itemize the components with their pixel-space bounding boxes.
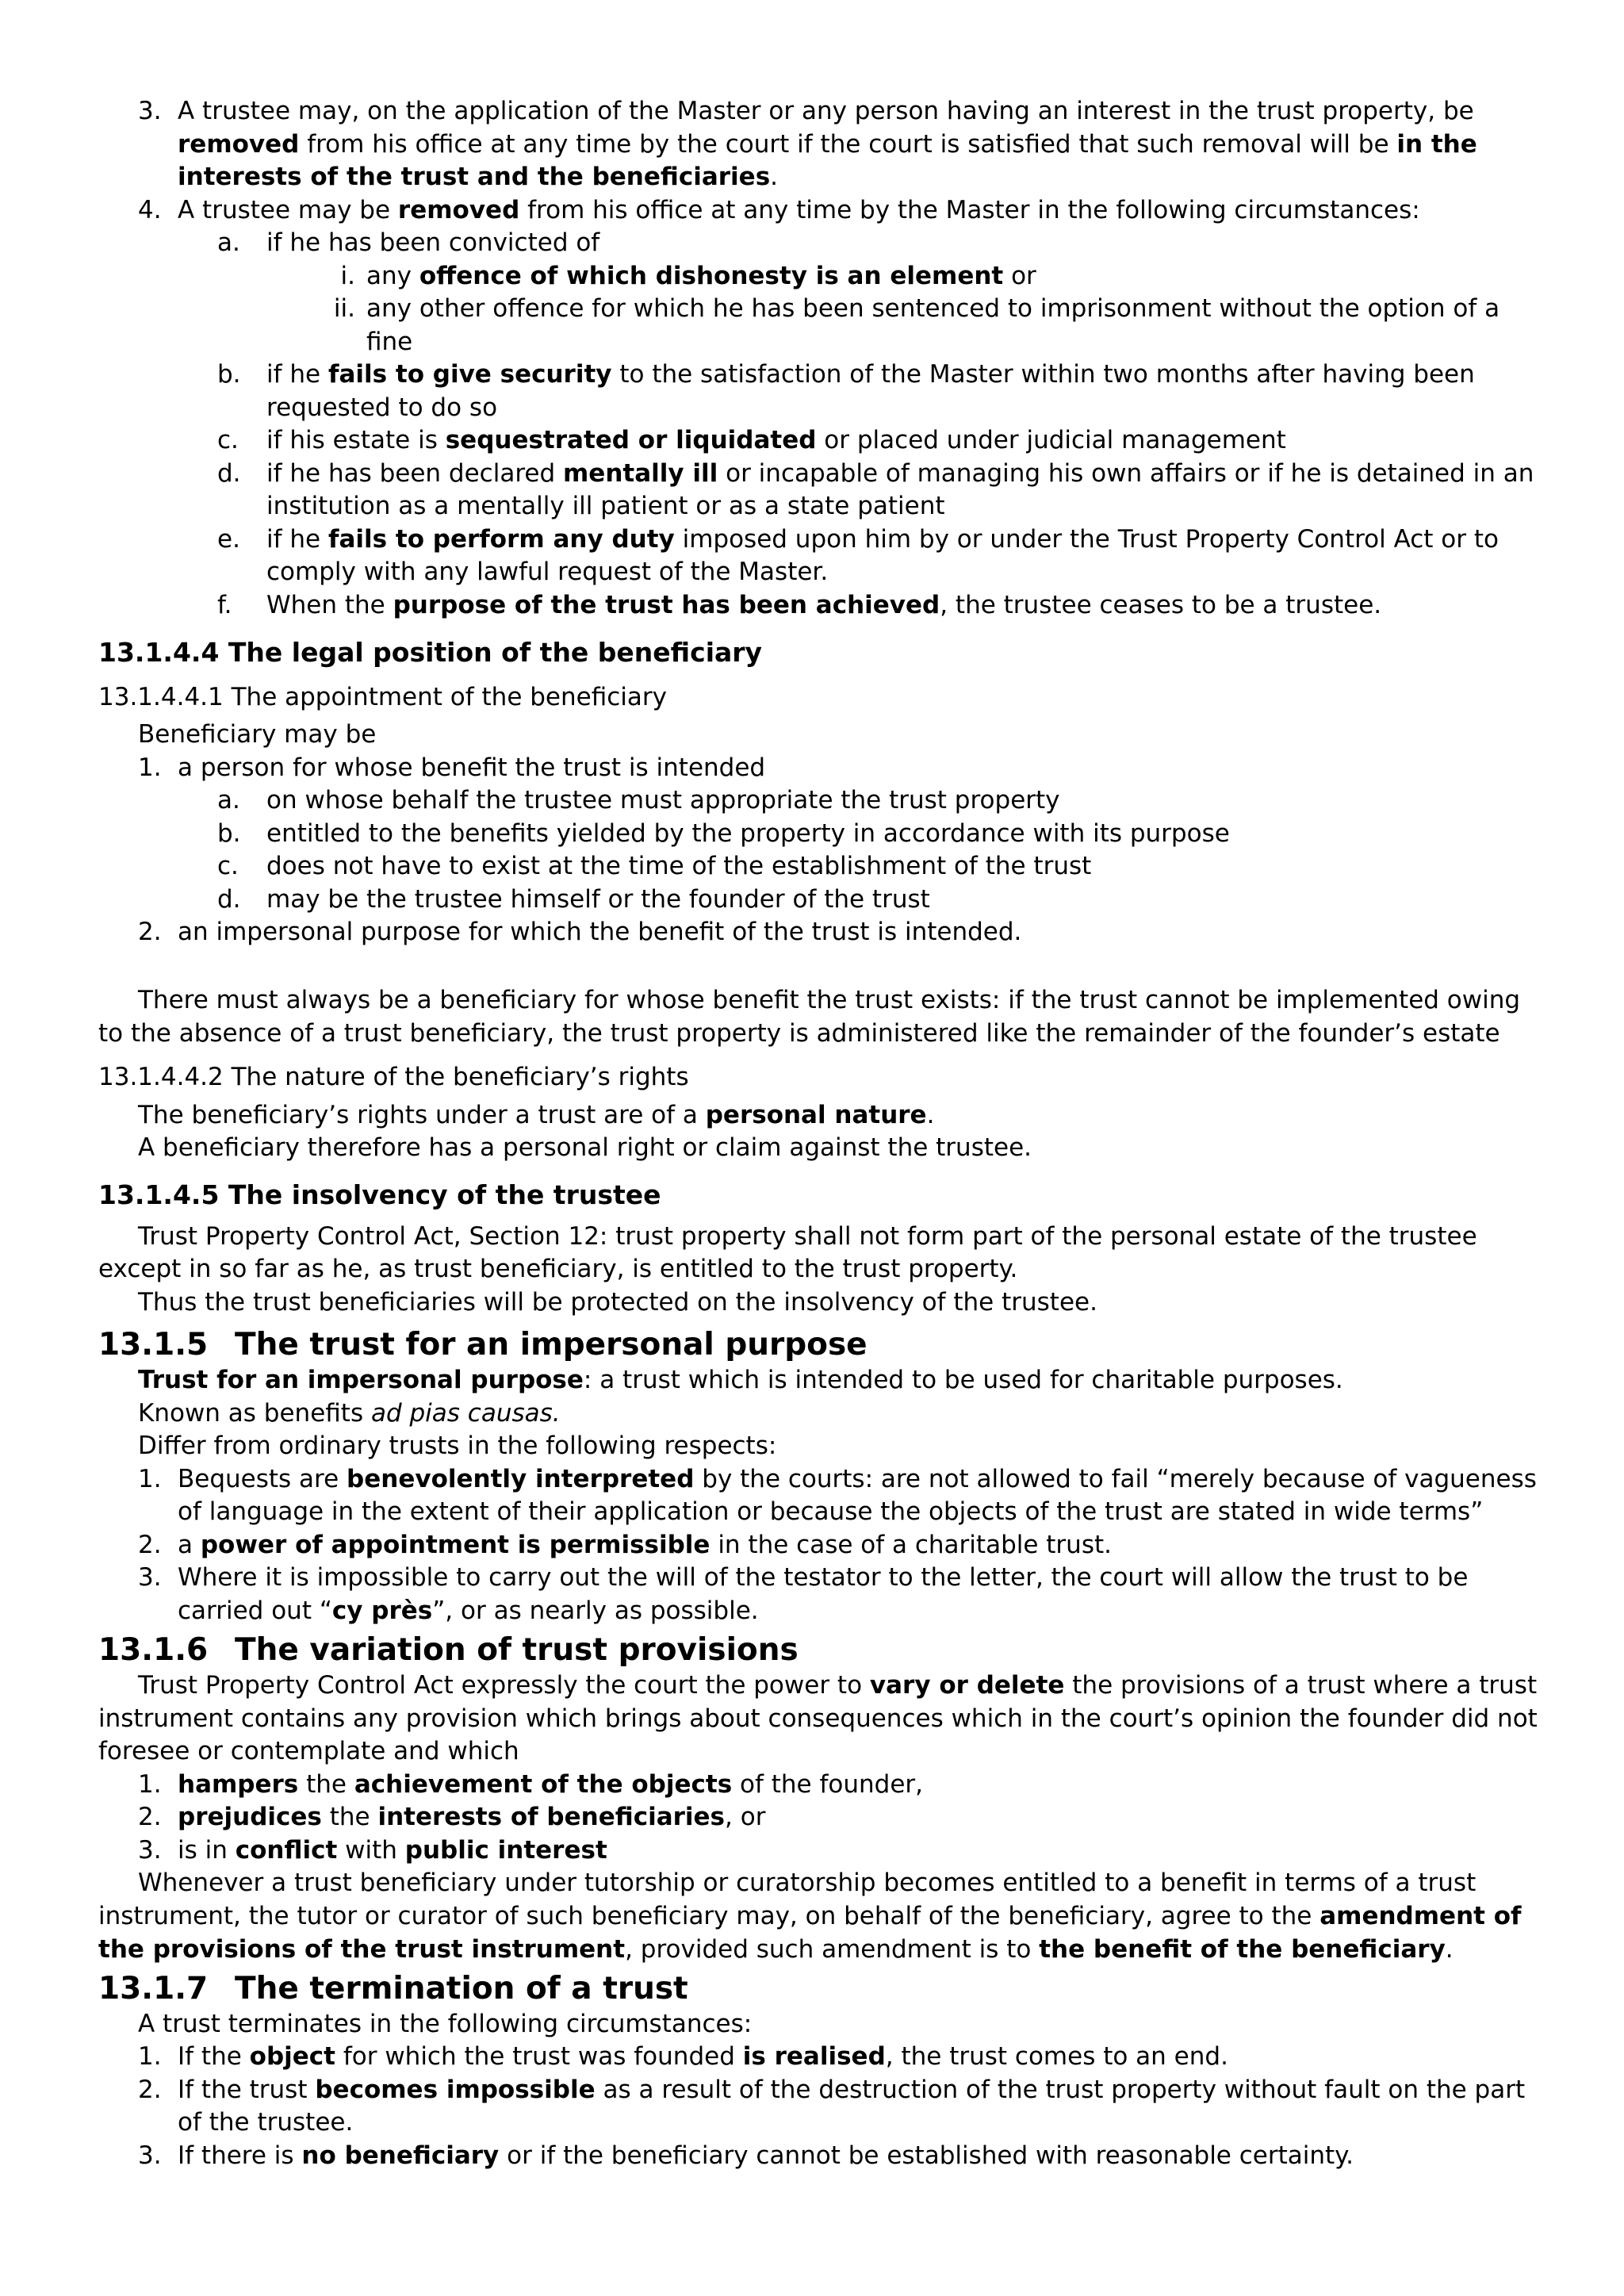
beneficiary-item-1a: a. on whose behalf the trustee must appropriate the trust property: [217, 786, 1060, 815]
variation-item-2: 2. prejudices the interests of beneficiaries, or: [138, 1803, 766, 1832]
beneficiary-item-2: 2. an impersonal purpose for which the benefit of the trust is intended.: [138, 918, 1022, 947]
insolvency-paragraph-1: Trust Property Control Act, Section 12: trust property shall not form part of the personal estate of the trustee except in so far as he, as trust beneficiary, is entitled to the trust property.: [98, 1221, 1477, 1284]
list-item-4e: e. if he fails to perform any duty imposed upon him by or under the Trust Property Control Act or to comply with any lawful request of the Master.: [217, 524, 1499, 587]
list-item-4: 4. A trustee may be removed from his office at any time by the Master in the following circumstances:: [138, 195, 1420, 224]
list-item-4a-ii: ii. any other offence for which he has been sentenced to imprisonment without the option of a fine: [333, 294, 1500, 356]
beneficiary-intro: Beneficiary may be: [138, 720, 377, 749]
variation-paragraph-1: Trust Property Control Act expressly the court the power to vary or delete the provisions of a trust where a trust instrument contains any provision which brings about consequences which in the court’s opinion the founder did not foresee or contemplate and which: [98, 1671, 1538, 1766]
variation-item-1: 1. hampers the achievement of the objects of the founder,: [138, 1769, 924, 1799]
section-heading-13-1-7: 13.1.7 The termination of a trust: [98, 1971, 688, 2007]
impersonal-known-as: Known as benefits ad pias causas.: [138, 1398, 561, 1428]
spacer: [98, 949, 1538, 984]
impersonal-definition: Trust for an impersonal purpose: a trust which is intended to be used for charitable purposes.: [138, 1366, 1343, 1395]
impersonal-item-3: 3. Where it is impossible to carry out the will of the testator to the letter, the court will allow the trust to be carried out “cy près”, or as nearly as possible.: [138, 1563, 1469, 1625]
list-item-4d: d. if he has been declared mentally ill or incapable of managing his own affairs or if he is detained in an institution as a mentally ill patient or as a state patient: [217, 458, 1534, 521]
list-item-4a: a. if he has been convicted of: [217, 228, 600, 258]
list-item-4a-i: i. any offence of which dishonesty is an element or: [340, 261, 1036, 290]
variation-item-3: 3. is in conflict with public interest: [138, 1835, 607, 1865]
termination-item-2: 2. If the trust becomes impossible as a result of the destruction of the trust property without fault on the part of the trustee.: [138, 2075, 1526, 2137]
section-heading-13-1-5: 13.1.5 The trust for an impersonal purpose: [98, 1327, 868, 1363]
insolvency-paragraph-2: Thus the trust beneficiaries will be protected on the insolvency of the trustee.: [138, 1287, 1097, 1317]
list-item-4f: f. When the purpose of the trust has been achieved, the trustee ceases to be a trustee.: [217, 590, 1382, 619]
beneficiary-item-1: 1. a person for whose benefit the trust is intended: [138, 753, 766, 782]
beneficiary-item-1d: d. may be the trustee himself or the founder of the trust: [217, 884, 930, 914]
list-item-4b: b. if he fails to give security to the satisfaction of the Master within two months after having been requested to do so: [217, 360, 1475, 422]
impersonal-item-2: 2. a power of appointment is permissible in the case of a charitable trust.: [138, 1530, 1112, 1559]
impersonal-item-1: 1. Bequests are benevolently interpreted by the courts: are not allowed to fail “merely because of vagueness of language in the extent of their application or because the objects of the trust are stated in wide terms”: [138, 1464, 1537, 1527]
termination-item-3: 3. If there is no beneficiary or if the beneficiary cannot be established with reasonable certainty.: [138, 2141, 1354, 2170]
beneficiary-item-1b: b. entitled to the benefits yielded by the property in accordance with its purpose: [217, 818, 1230, 848]
rights-paragraph-2: A beneficiary therefore has a personal right or claim against the trustee.: [138, 1133, 1032, 1163]
subsection-heading-13-1-4-4-2: 13.1.4.4.2 The nature of the beneficiary’s rights: [98, 1063, 689, 1092]
section-heading-13-1-4-5: 13.1.4.5 The insolvency of the trustee: [98, 1179, 661, 1210]
section-heading-13-1-4-4: 13.1.4.4 The legal position of the beneficiary: [98, 636, 763, 668]
variation-paragraph-2: Whenever a trust beneficiary under tutorship or curatorship becomes entitled to a benefit in terms of a trust instrument, the tutor or curator of such beneficiary may, on behalf of the beneficiary, agree to the amendment of the provisions of the trust instrument, provided such amendment is to the benefit of the beneficiary.: [98, 1869, 1522, 1964]
subsection-heading-13-1-4-4-1: 13.1.4.4.1 The appointment of the beneficiary: [98, 682, 667, 711]
list-item-3: 3. A trustee may, on the application of the Master or any person having an interest in the trust property, be removed from his office at any time by the court if the court is satisfied that such removal will be in the interests of the trust and the beneficiaries.: [138, 97, 1477, 192]
beneficiary-item-1c: c. does not have to exist at the time of the establishment of the trust: [217, 852, 1092, 881]
list-item-4c: c. if his estate is sequestrated or liquidated or placed under judicial management: [217, 426, 1286, 455]
termination-intro: A trust terminates in the following circumstances:: [138, 2009, 753, 2038]
section-heading-13-1-6: 13.1.6 The variation of trust provisions: [98, 1632, 799, 1669]
termination-item-1: 1. If the object for which the trust was founded is realised, the trust comes to an end.: [138, 2042, 1228, 2072]
rights-paragraph-1: The beneficiary’s rights under a trust are of a personal nature.: [138, 1100, 935, 1129]
beneficiary-paragraph: There must always be a beneficiary for whose benefit the trust exists: if the trust cannot be implemented owing to the absence of a trust beneficiary, the trust property is administered like the remainder of the founder’s estate: [98, 985, 1521, 1048]
impersonal-differ: Differ from ordinary trusts in the following respects:: [138, 1432, 777, 1461]
